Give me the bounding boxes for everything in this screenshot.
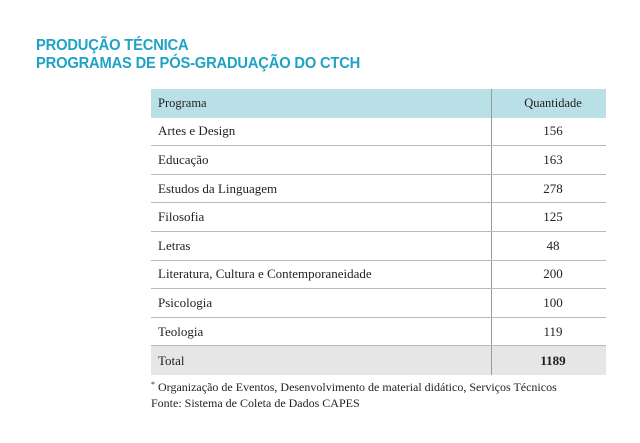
page-title bbox=[36, 37, 360, 73]
program-name: Educação bbox=[158, 151, 209, 167]
title-line-2: PROGRAMAS DE PÓS-GRADUAÇÃO DO CTCH bbox=[36, 55, 361, 72]
total-label: Total bbox=[158, 352, 185, 368]
footnote-note: Organização de Eventos, Desenvolvimento de material didático, Serviços Técnicos bbox=[158, 380, 557, 394]
table-row bbox=[151, 261, 606, 290]
total-quantity: 1189 bbox=[491, 346, 606, 375]
program-quantity: 48 bbox=[491, 232, 606, 260]
footnote-source: Fonte: Sistema de Coleta de Dados CAPES bbox=[151, 396, 360, 410]
production-table bbox=[151, 89, 606, 375]
program-quantity: 125 bbox=[491, 203, 606, 231]
program-quantity: 163 bbox=[491, 146, 606, 174]
table-row bbox=[151, 175, 606, 204]
footnote-note-line bbox=[151, 379, 557, 395]
program-quantity: 278 bbox=[491, 175, 606, 203]
title-line-1: PRODUÇÃO TÉCNICA bbox=[36, 37, 189, 54]
program-name: Artes e Design bbox=[158, 123, 236, 139]
table-row bbox=[151, 289, 606, 318]
table-row bbox=[151, 318, 606, 347]
program-quantity: 156 bbox=[491, 118, 606, 146]
table-header-row bbox=[151, 89, 606, 118]
header-quantity: Quantidade bbox=[491, 89, 606, 118]
program-name: Letras bbox=[158, 237, 191, 253]
table-row bbox=[151, 232, 606, 261]
program-name: Filosofia bbox=[158, 209, 205, 225]
header-program: Programa bbox=[158, 95, 207, 110]
program-name: Estudos da Linguagem bbox=[158, 180, 278, 196]
table-total-row bbox=[151, 346, 606, 375]
footnote bbox=[151, 379, 557, 411]
program-name: Literatura, Cultura e Contemporaneidade bbox=[158, 266, 372, 282]
table-row bbox=[151, 118, 606, 147]
program-quantity: 119 bbox=[491, 318, 606, 346]
table-row bbox=[151, 146, 606, 175]
program-quantity: 100 bbox=[491, 289, 606, 317]
footnote-marker: * bbox=[151, 380, 155, 389]
program-name: Psicologia bbox=[158, 294, 213, 310]
program-name: Teologia bbox=[158, 323, 204, 339]
table-row bbox=[151, 203, 606, 232]
program-quantity: 200 bbox=[491, 261, 606, 289]
